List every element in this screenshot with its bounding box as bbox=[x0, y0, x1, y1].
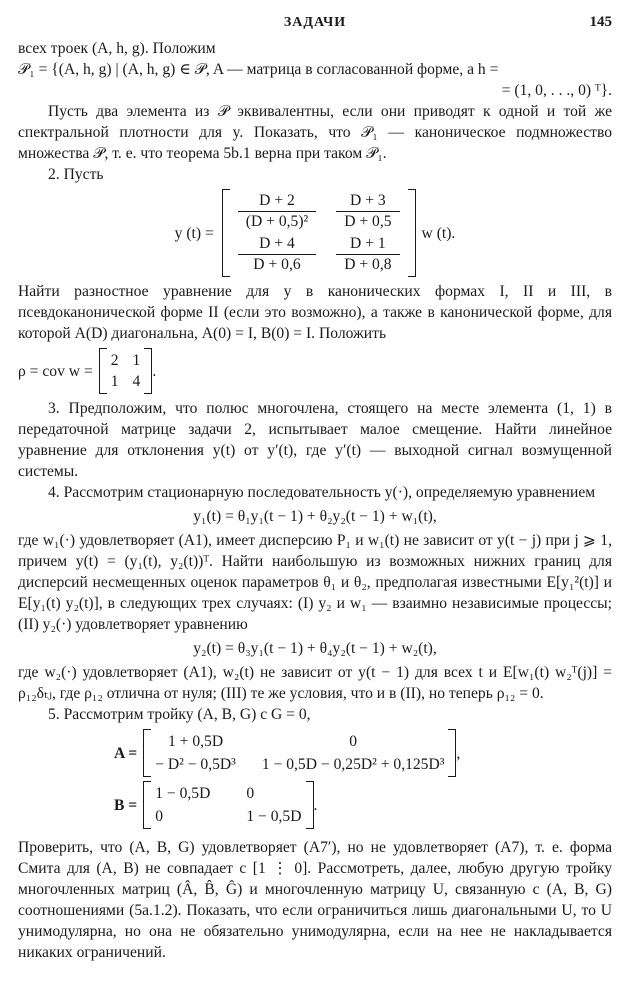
matrix-cell: 1 bbox=[132, 352, 141, 369]
equation-y bbox=[18, 189, 612, 277]
running-title: ЗАДАЧИ bbox=[283, 15, 347, 30]
running-head bbox=[18, 12, 612, 38]
text-line: = (1, 0, . . ., 0) ᵀ}. bbox=[501, 82, 612, 99]
page bbox=[18, 12, 612, 963]
denominator: (D + 0,5)² bbox=[245, 213, 309, 230]
bracket-right bbox=[144, 348, 152, 394]
denominator: D + 0,8 bbox=[344, 256, 392, 273]
bracket-left bbox=[99, 348, 107, 394]
eq-lhs: ρ = cov w = bbox=[18, 362, 93, 380]
matrix-cell: 0 bbox=[349, 733, 358, 750]
bracket-left bbox=[222, 189, 230, 277]
paragraph: Проверить, что (A, B, G) удовлетворяет (A7′), но не удовлетворяет (A7), т. е. форма Смита для (A, B) не совпадает с [1 ⋮ 0]. Рассмотреть, далее, любую другую тройку многочленных матриц (Â, B̂, Ĝ) и многочленную матрицу U, связанную с (A, B, G) соотношениями (5a.1.2). Показать, что если ограничиться лишь диагональными U, то U унимодулярна, но она не обязательно унимодулярна, если на нее не накладывается никаких ограничений. bbox=[18, 839, 612, 961]
paragraph: Найти разностное уравнение для y в канонических формах I, II и III, в псевдоканонической форме II (если это возможно), а также в канонической форме, для которой A(D) диагональна, A(0) = I, B(0) = I. Положить bbox=[18, 283, 612, 342]
equation-A bbox=[114, 729, 612, 777]
paragraph: где w₁(·) удовлетворяет (A1), имеет дисперсию P₁ и w₁(t) не зависит от y(t − j) при j ⩾ 1, причем y(t) = (y₁(t), y₂(t))ᵀ. Найти наибольшую из возможных нижних границ для дисперсий несмещенных оценок параметров θ₁ и θ₂, предполагая известными E[y₁²(t)] и E[y₁(t) y₂(t)], в следующих трех случаях: (I) y₂ и w₁ — взаимно независимые процессы; (II) y₂(·) удовлетворяет уравнению bbox=[18, 532, 612, 633]
matrix-cell: 2 bbox=[110, 352, 119, 369]
eq-lhs: A = bbox=[114, 744, 138, 762]
bracket-right bbox=[408, 189, 416, 277]
equation-y1: y₁(t) = θ₁y₁(t − 1) + θ₂y₂(t − 1) + w₁(t), bbox=[193, 508, 437, 525]
numerator: D + 3 bbox=[336, 191, 399, 212]
eq-lhs: B = bbox=[114, 796, 138, 814]
problem-2-heading: 2. Пусть bbox=[48, 166, 104, 183]
equation-y2: y₂(t) = θ₃y₁(t − 1) + θ₄y₂(t − 1) + w₂(t), bbox=[193, 640, 437, 657]
matrix-cell: 4 bbox=[132, 373, 141, 390]
numerator: D + 2 bbox=[238, 191, 316, 212]
paragraph: 4. Рассмотрим стационарную последовательность y(·), определяемую уравнением bbox=[48, 484, 596, 501]
equation-rho bbox=[18, 348, 612, 394]
denominator: D + 0,5 bbox=[344, 213, 392, 230]
bracket-right bbox=[448, 729, 456, 777]
matrix-cell: − D² − 0,5D³ bbox=[155, 756, 236, 773]
matrix-cell: 1 + 0,5D bbox=[167, 733, 224, 750]
paragraph: 3. Предположим, что полюс многочлена, стоящего на месте элемента (1, 1) в передаточной матрице задачи 2, испытывает малое смещение. Найти линейное уравнение для отклонения y(t) от y′(t), где y′(t) — выходной сигнал возмущенной системы. bbox=[18, 400, 612, 480]
matrix bbox=[143, 781, 313, 829]
numerator: D + 4 bbox=[238, 234, 316, 255]
matrix-cell: 1 − 0,5D bbox=[155, 785, 211, 802]
page-number: 145 bbox=[589, 14, 612, 30]
matrix-cell: 1 bbox=[110, 373, 119, 390]
numerator: D + 1 bbox=[336, 234, 399, 255]
paragraph: где w₂(·) удовлетворяет (A1), w₂(t) не зависит от y(t − 1) для всех t и E[w₁(t) w₂ᵀ(j)] = ρ₁₂δₜⱼ, где ρ₁₂ отлична от нуля; (III) те же условия, что и в (II), но теперь ρ₁₂ = 0. bbox=[18, 664, 612, 702]
matrix-cell: 0 bbox=[246, 785, 255, 802]
matrix bbox=[143, 729, 456, 777]
matrix bbox=[99, 348, 153, 394]
eq-rhs: w (t). bbox=[421, 224, 456, 242]
bracket-left bbox=[143, 781, 151, 829]
text-line: 𝒫₁ = {(A, h, g) | (A, h, g) ∈ 𝒫, A — матрица в согласованной форме, а h = bbox=[18, 61, 499, 78]
matrix-cell: 1 − 0,5D bbox=[246, 808, 302, 825]
paragraph: Пусть два элемента из 𝒫 эквивалентны, если они приводят к одной и той же спектральной плотности для y. Показать, что 𝒫₁ — каноническое подмножество множества 𝒫, т. е. что теорема 5b.1 верна при таком 𝒫₁. bbox=[18, 103, 612, 162]
bracket-right bbox=[306, 781, 314, 829]
eq-end: . bbox=[152, 362, 157, 380]
equation-B bbox=[114, 781, 612, 829]
text-line: всех троек (A, h, g). Положим bbox=[18, 40, 216, 57]
bracket-left bbox=[143, 729, 151, 777]
eq-end: . bbox=[313, 796, 318, 814]
denominator: D + 0,6 bbox=[253, 256, 301, 273]
eq-end: , bbox=[456, 744, 461, 762]
problem-5-heading: 5. Рассмотрим тройку (A, B, G) с G = 0, bbox=[48, 706, 311, 723]
matrix-cell: 0 bbox=[155, 808, 163, 825]
matrix bbox=[222, 189, 416, 277]
matrix-cell: 1 − 0,5D − 0,25D² + 0,125D³ bbox=[261, 756, 445, 773]
eq-lhs: y (t) = bbox=[174, 224, 214, 242]
